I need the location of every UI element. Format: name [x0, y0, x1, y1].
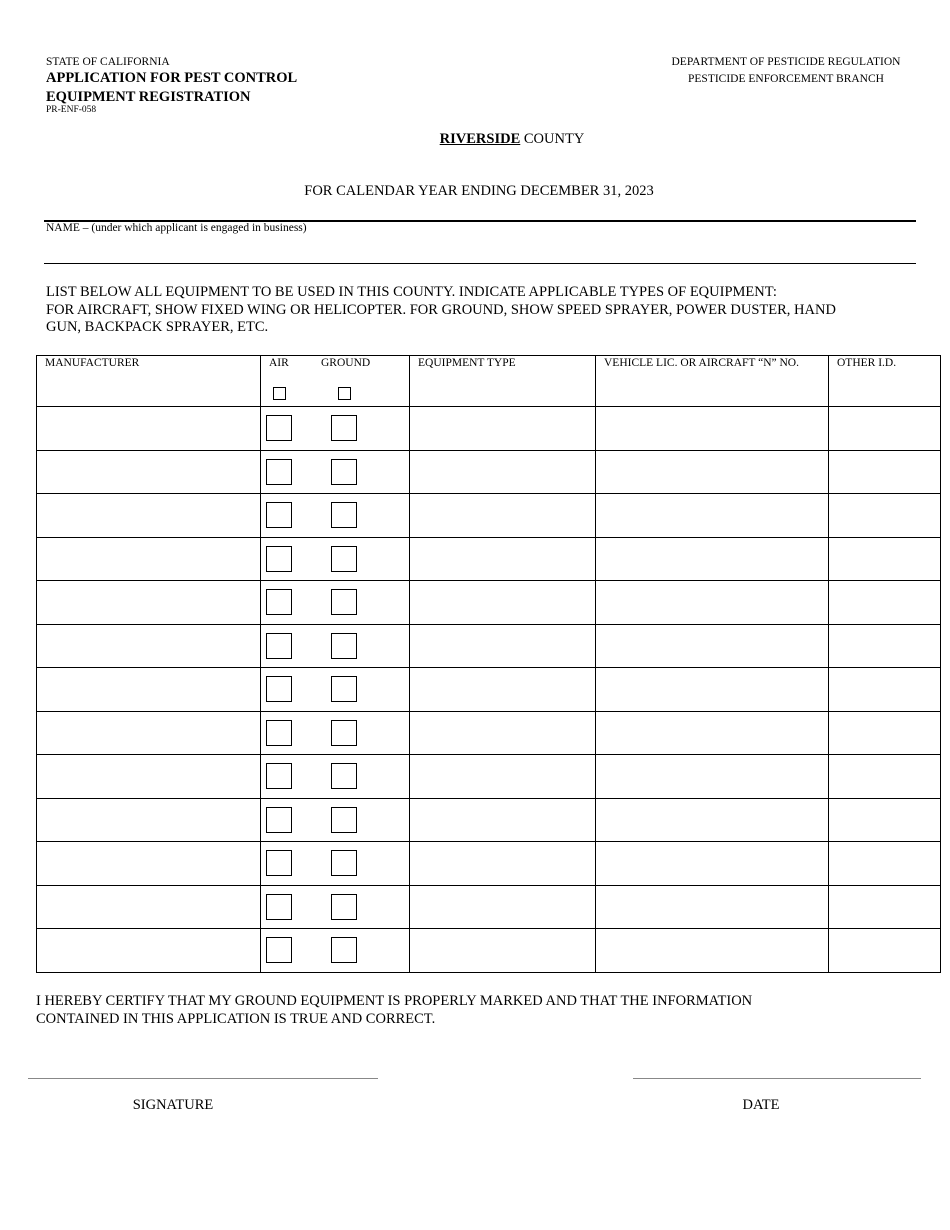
instructions — [46, 284, 926, 337]
table-row — [37, 755, 941, 799]
state-label: STATE OF CALIFORNIA — [46, 56, 170, 68]
ground-checkbox[interactable] — [331, 763, 357, 789]
other-id-cell[interactable] — [829, 494, 941, 538]
vehicle-lic-cell[interactable] — [596, 624, 829, 668]
manufacturer-cell[interactable] — [37, 885, 261, 929]
ground-checkbox[interactable] — [331, 415, 357, 441]
county-heading — [0, 131, 950, 148]
other-id-cell[interactable] — [829, 842, 941, 886]
manufacturer-cell[interactable] — [37, 581, 261, 625]
name-field-input[interactable] — [44, 238, 916, 260]
equipment-table — [36, 355, 941, 973]
air-checkbox[interactable] — [266, 415, 292, 441]
other-id-cell[interactable] — [829, 929, 941, 973]
manufacturer-cell[interactable] — [37, 494, 261, 538]
other-id-cell[interactable] — [829, 537, 941, 581]
air-checkbox[interactable] — [266, 676, 292, 702]
vehicle-lic-cell[interactable] — [596, 929, 829, 973]
equipment-type-header: EQUIPMENT TYPE — [410, 356, 596, 407]
equipment-type-cell[interactable] — [410, 755, 596, 799]
other-id-cell[interactable] — [829, 581, 941, 625]
ground-checkbox[interactable] — [331, 850, 357, 876]
name-field-bottom-rule — [44, 263, 916, 264]
air-header: AIR — [269, 357, 289, 369]
form-title-line-1: APPLICATION FOR PEST CONTROL — [46, 70, 298, 86]
manufacturer-cell[interactable] — [37, 929, 261, 973]
vehicle-lic-cell[interactable] — [596, 407, 829, 451]
air-checkbox[interactable] — [266, 546, 292, 572]
table-row — [37, 450, 941, 494]
ground-checkbox[interactable] — [331, 459, 357, 485]
air-checkbox[interactable] — [266, 459, 292, 485]
other-id-cell[interactable] — [829, 885, 941, 929]
manufacturer-cell[interactable] — [37, 537, 261, 581]
branch-name: PESTICIDE ENFORCEMENT BRANCH — [688, 73, 884, 85]
air-checkbox[interactable] — [266, 894, 292, 920]
vehicle-lic-cell[interactable] — [596, 537, 829, 581]
name-field-label: NAME – (under which applicant is engaged in business) — [46, 222, 307, 234]
equipment-type-cell[interactable] — [410, 537, 596, 581]
equipment-type-cell[interactable] — [410, 624, 596, 668]
ground-checkbox[interactable] — [331, 546, 357, 572]
certification-statement — [36, 992, 936, 1028]
vehicle-lic-cell[interactable] — [596, 581, 829, 625]
ground-checkbox[interactable] — [331, 807, 357, 833]
equipment-type-cell[interactable] — [410, 885, 596, 929]
air-checkbox[interactable] — [266, 720, 292, 746]
ground-checkbox[interactable] — [331, 633, 357, 659]
air-ground-cell — [261, 842, 410, 886]
table-row — [37, 885, 941, 929]
equipment-type-cell[interactable] — [410, 450, 596, 494]
air-ground-cell — [261, 929, 410, 973]
manufacturer-cell[interactable] — [37, 668, 261, 712]
air-ground-cell — [261, 537, 410, 581]
ground-checkbox[interactable] — [331, 720, 357, 746]
equipment-type-cell[interactable] — [410, 929, 596, 973]
equipment-type-cell[interactable] — [410, 407, 596, 451]
equipment-type-cell[interactable] — [410, 798, 596, 842]
manufacturer-cell[interactable] — [37, 407, 261, 451]
manufacturer-cell[interactable] — [37, 755, 261, 799]
equipment-type-cell[interactable] — [410, 668, 596, 712]
county-suffix: COUNTY — [523, 131, 585, 147]
air-ground-cell — [261, 798, 410, 842]
table-row — [37, 842, 941, 886]
manufacturer-header: MANUFACTURER — [37, 356, 261, 407]
manufacturer-cell[interactable] — [37, 842, 261, 886]
vehicle-lic-cell[interactable] — [596, 668, 829, 712]
ground-checkbox[interactable] — [331, 502, 357, 528]
table-row — [37, 581, 941, 625]
table-row — [37, 494, 941, 538]
equipment-type-cell[interactable] — [410, 581, 596, 625]
equipment-type-cell[interactable] — [410, 842, 596, 886]
air-ground-header — [261, 356, 410, 407]
table-row — [37, 798, 941, 842]
other-id-header: OTHER I.D. — [829, 356, 941, 407]
ground-checkbox[interactable] — [331, 589, 357, 615]
air-ground-cell — [261, 494, 410, 538]
table-row — [37, 407, 941, 451]
ground-checkbox[interactable] — [331, 937, 357, 963]
vehicle-lic-cell[interactable] — [596, 755, 829, 799]
certification-line: CONTAINED IN THIS APPLICATION IS TRUE AND CORRECT. — [36, 1011, 436, 1027]
county-name: RIVERSIDE — [439, 131, 521, 147]
other-id-cell[interactable] — [829, 711, 941, 755]
manufacturer-cell[interactable] — [37, 798, 261, 842]
department-name: DEPARTMENT OF PESTICIDE REGULATION — [671, 56, 901, 68]
table-row — [37, 624, 941, 668]
certification-line: I HEREBY CERTIFY THAT MY GROUND EQUIPMENT IS PROPERLY MARKED AND THAT THE INFORMATION — [36, 993, 753, 1009]
vehicle-lic-header: VEHICLE LIC. OR AIRCRAFT “N” NO. — [596, 356, 829, 407]
instruction-line: GUN, BACKPACK SPRAYER, ETC. — [46, 319, 269, 335]
equipment-type-cell[interactable] — [410, 494, 596, 538]
table-row — [37, 929, 941, 973]
other-id-cell[interactable] — [829, 668, 941, 712]
equipment-type-cell[interactable] — [410, 711, 596, 755]
air-ground-cell — [261, 450, 410, 494]
vehicle-lic-cell[interactable] — [596, 450, 829, 494]
ground-checkbox[interactable] — [331, 894, 357, 920]
air-checkbox[interactable] — [266, 763, 292, 789]
ground-header: GROUND — [321, 357, 371, 369]
air-checkbox[interactable] — [266, 502, 292, 528]
air-ground-cell — [261, 711, 410, 755]
date-label: DATE — [742, 1097, 780, 1113]
air-ground-cell — [261, 581, 410, 625]
date-line[interactable] — [633, 1078, 921, 1079]
air-legend-checkbox-icon — [273, 387, 286, 400]
air-ground-cell — [261, 755, 410, 799]
other-id-cell[interactable] — [829, 450, 941, 494]
other-id-cell[interactable] — [829, 407, 941, 451]
calendar-year: FOR CALENDAR YEAR ENDING DECEMBER 31, 2023 — [304, 183, 654, 199]
table-row — [37, 711, 941, 755]
air-ground-cell — [261, 407, 410, 451]
vehicle-lic-cell[interactable] — [596, 842, 829, 886]
other-id-cell[interactable] — [829, 624, 941, 668]
signature-label: SIGNATURE — [132, 1097, 214, 1113]
air-checkbox[interactable] — [266, 850, 292, 876]
air-ground-cell — [261, 668, 410, 712]
other-id-cell[interactable] — [829, 755, 941, 799]
vehicle-lic-cell[interactable] — [596, 711, 829, 755]
table-row — [37, 537, 941, 581]
air-checkbox[interactable] — [266, 589, 292, 615]
form-title-line-2: EQUIPMENT REGISTRATION — [46, 89, 251, 105]
instruction-line: LIST BELOW ALL EQUIPMENT TO BE USED IN THIS COUNTY. INDICATE APPLICABLE TYPES OF EQUIPMENT: — [46, 284, 777, 300]
vehicle-lic-cell[interactable] — [596, 798, 829, 842]
air-checkbox[interactable] — [266, 807, 292, 833]
manufacturer-cell[interactable] — [37, 450, 261, 494]
vehicle-lic-cell[interactable] — [596, 494, 829, 538]
other-id-cell[interactable] — [829, 798, 941, 842]
signature-line[interactable] — [28, 1078, 378, 1079]
ground-legend-checkbox-icon — [338, 387, 351, 400]
manufacturer-cell[interactable] — [37, 624, 261, 668]
air-checkbox[interactable] — [266, 633, 292, 659]
ground-checkbox[interactable] — [331, 676, 357, 702]
air-checkbox[interactable] — [266, 937, 292, 963]
form-number: PR-ENF-058 — [46, 105, 97, 115]
air-ground-cell — [261, 885, 410, 929]
manufacturer-cell[interactable] — [37, 711, 261, 755]
air-ground-cell — [261, 624, 410, 668]
vehicle-lic-cell[interactable] — [596, 885, 829, 929]
table-row — [37, 668, 941, 712]
instruction-line: FOR AIRCRAFT, SHOW FIXED WING OR HELICOPTER. FOR GROUND, SHOW SPEED SPRAYER, POWER DUSTER, HAND — [46, 301, 836, 318]
table-header-row — [37, 356, 941, 407]
